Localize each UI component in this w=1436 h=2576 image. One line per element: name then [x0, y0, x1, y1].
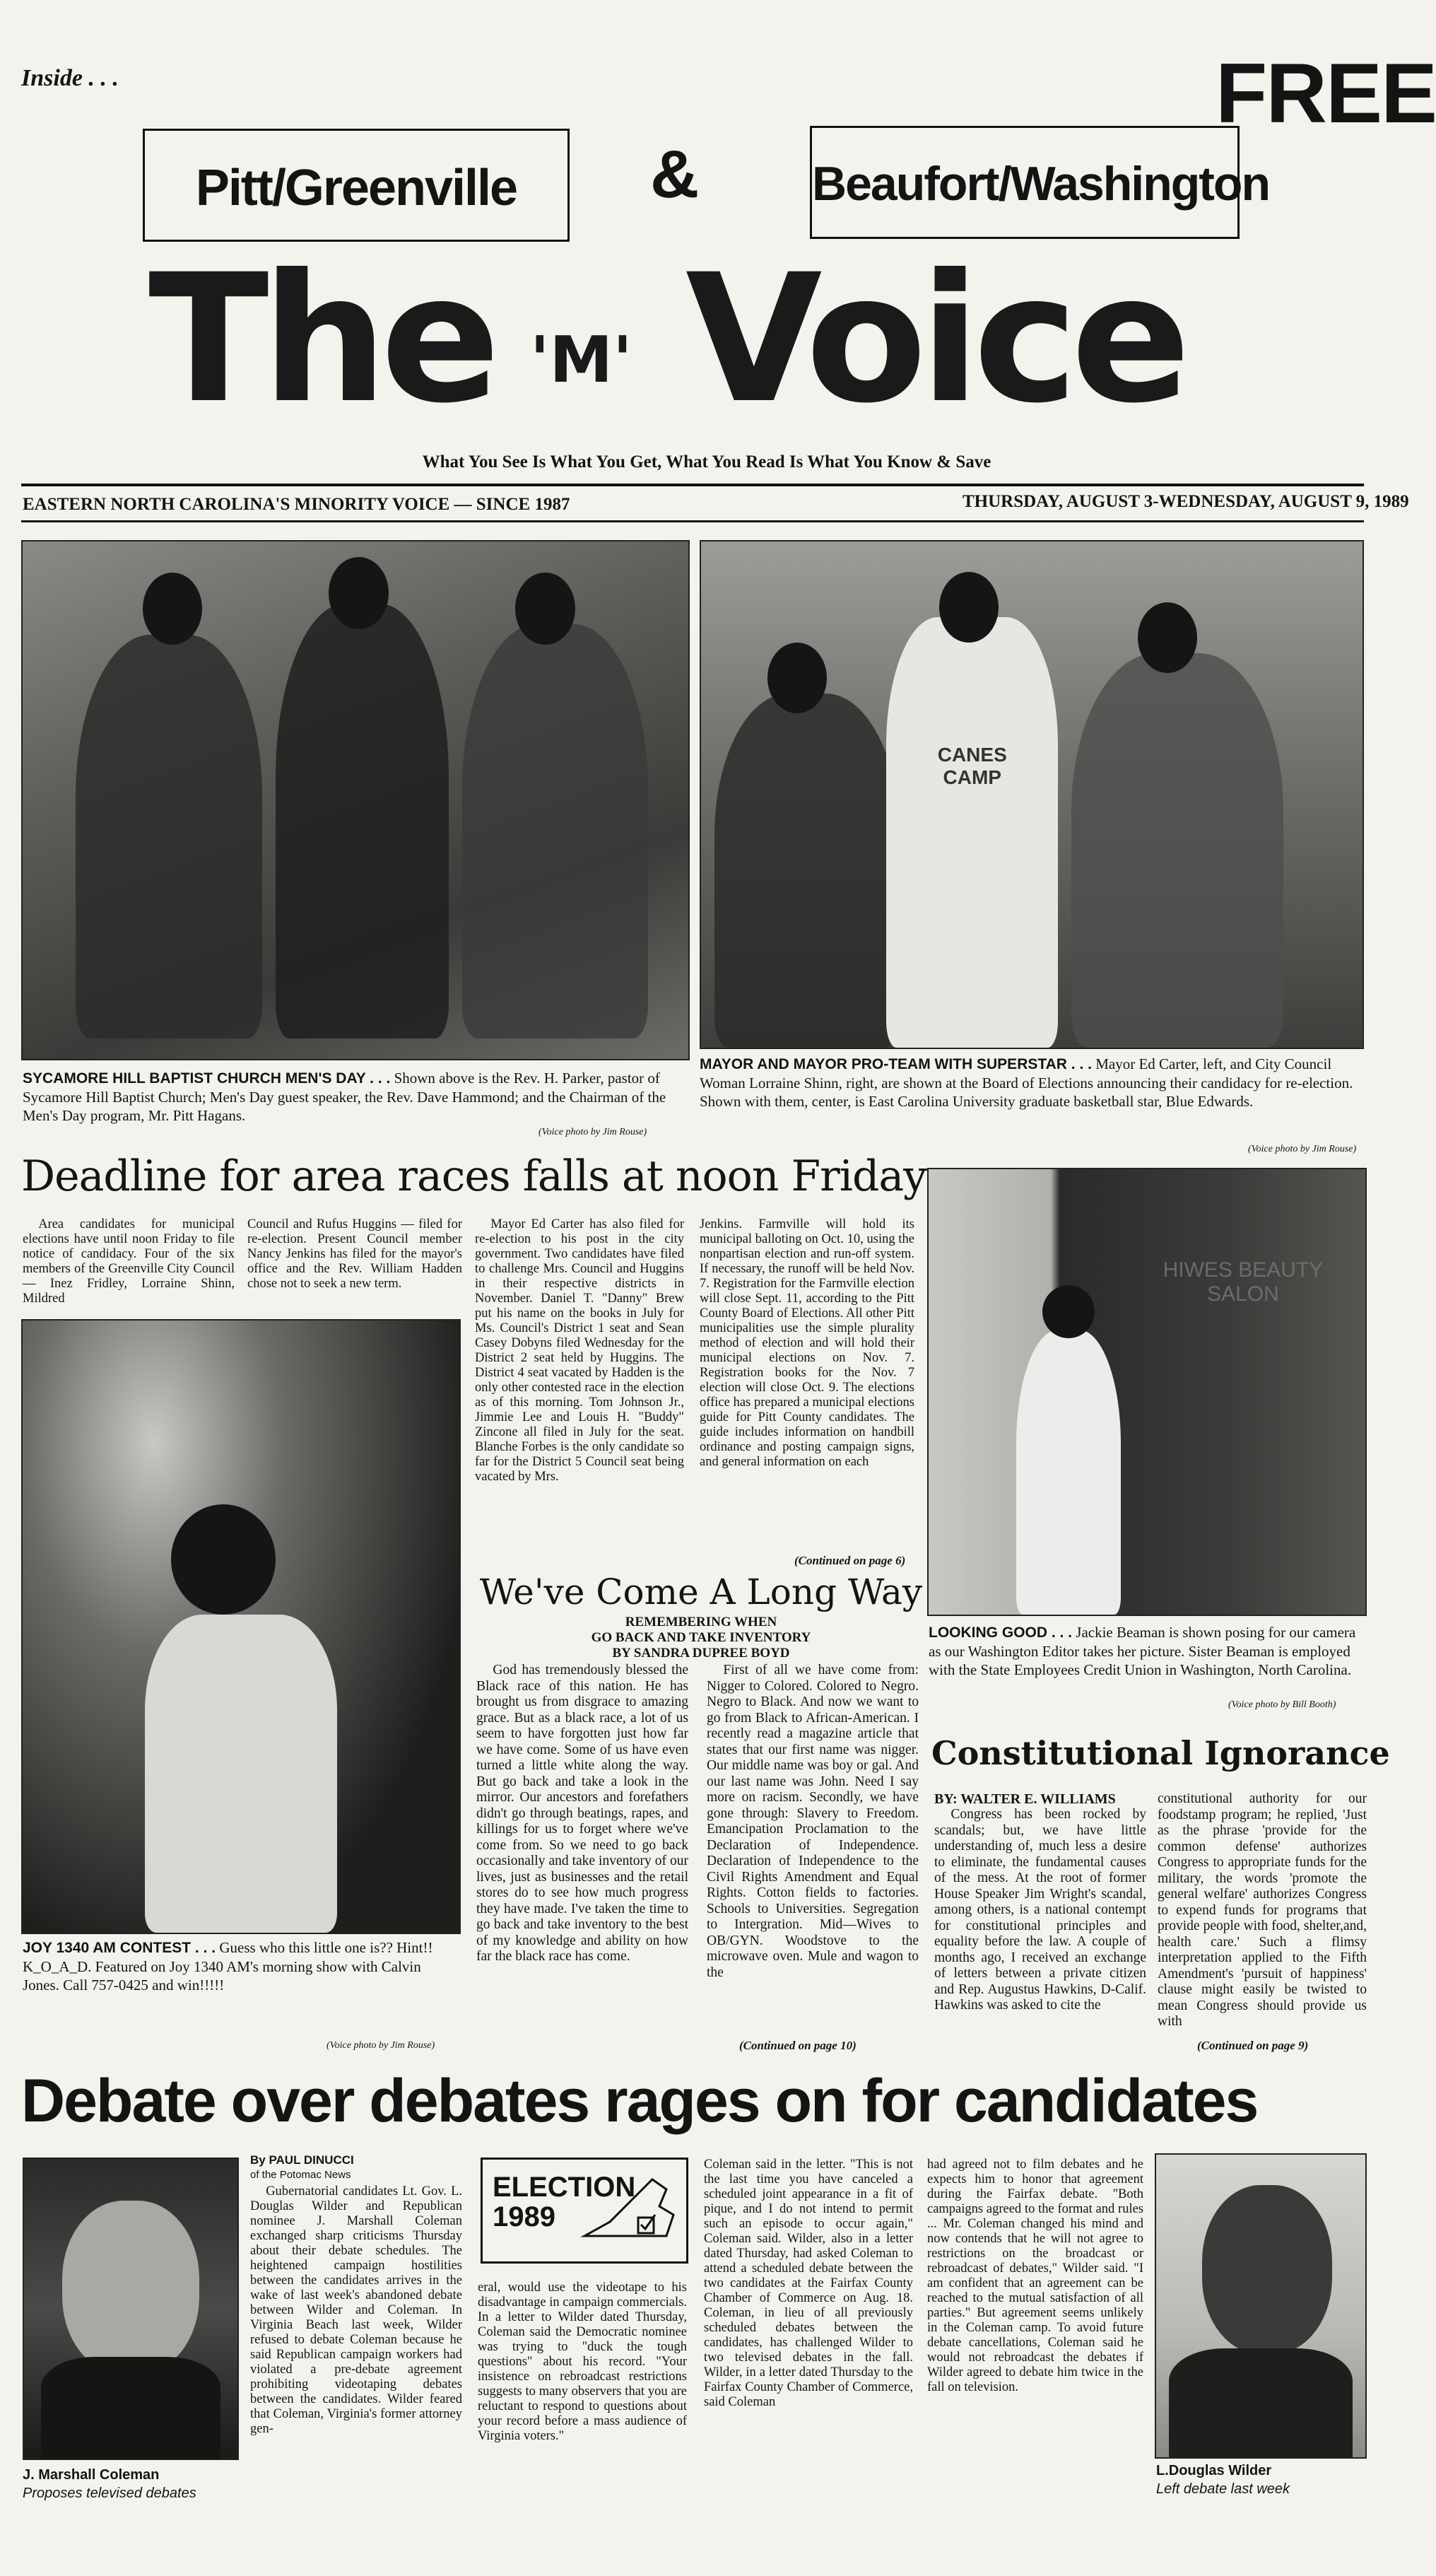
long-way-col-2: [707, 1663, 919, 2037]
shirt-text: CANES CAMP: [937, 744, 1007, 789]
coleman-caption: Proposes televised debates: [23, 2486, 196, 2501]
ampersand: &: [650, 136, 700, 212]
photo-coleman: [23, 2158, 239, 2460]
deadline-col-1: [23, 1217, 235, 1309]
deadline-col-1-text: Area candidates for municipal elections have until noon Friday to file notice of candidacy. Four of the six members of the Greenville City Council — Inez Fridley, Lorraine Shinn, Mildred: [23, 1217, 235, 1306]
caption-joy-text: Guess who this little one is?? Hint!! K_O_A_D. Featured on Joy 1340 AM's morning show with Calvin Jones. Call 757-0425 and win!!!!!: [23, 1939, 433, 1994]
caption-mayor-text: Mayor Ed Carter, left, and City Council Woman Lorraine Shinn, right, are shown at the Board of Elections announcing their candidacy for re-election. Shown with them, center, is East Carolina University graduate basketball star, Blue Edwards.: [700, 1055, 1353, 1110]
debate-col-4: [927, 2158, 1143, 2502]
masthead-title: [148, 236, 1279, 452]
credit-mens-day: (Voice photo by Jim Rouse): [538, 1127, 647, 1137]
debate-headline: Debate over debates rages on for candidates: [21, 2067, 1258, 2135]
ignorance-headline: Constitutional Ignorance: [931, 1734, 1390, 1772]
virginia-map-icon: [582, 2172, 681, 2250]
debate-source: of the Potomac News: [250, 2169, 351, 2181]
caption-mayor-lead: MAYOR AND MAYOR PRO-TEAM WITH SUPERSTAR . . .: [700, 1056, 1092, 1072]
photo-wilder: [1155, 2153, 1367, 2459]
caption-joy: [23, 1938, 461, 1994]
election-logo: [481, 2158, 688, 2264]
inside-label: Inside . . .: [21, 65, 119, 91]
long-way-byline: BY SANDRA DUPREE BOYD: [612, 1646, 790, 1661]
long-way-subhead-1: REMEMBERING WHEN: [625, 1615, 777, 1629]
photo-joy-contest: [21, 1319, 461, 1934]
ignorance-byline: BY: WALTER E. WILLIAMS: [934, 1791, 1116, 1807]
edition-box-right: [810, 126, 1269, 239]
caption-mens-day-lead: SYCAMORE HILL BAPTIST CHURCH MEN'S DAY . . .: [23, 1070, 391, 1087]
deadline-col-2: [247, 1217, 462, 1309]
deadline-col-2-text: Council and Rufus Huggins — filed for re-election. Present Council member Nancy Jenkins has filed for the mayor's office and the Rev. William Hadden chose not to seek a new term.: [247, 1217, 462, 1291]
long-way-continued: (Continued on page 10): [739, 2039, 857, 2052]
credit-mayor: (Voice photo by Jim Rouse): [1248, 1144, 1357, 1154]
deadline-headline: Deadline for area races falls at noon Friday: [21, 1152, 927, 1201]
deadline-col-4-text: Jenkins. Farmville will hold its municipal balloting on Oct. 10, using the nonpartisan election and run-off system. If necessary, the runoff will be held Nov. 7. Registration for the Farmville election will close Sept. 11, according to the Pitt County Board of Elections. All other Pitt municipalities use the simple plurality method of election and will hold their municipal elections on Nov. 7. Registration books for the Nov. 7 election will close Oct. 9. The elections office has prepared a municipal elections guide for Pitt County candidates. The guide includes information on handbill ordinance and posting campaign signs, and general information on each: [700, 1217, 914, 1469]
caption-looking-good-lead: LOOKING GOOD . . .: [929, 1624, 1073, 1641]
photo-mens-day: [21, 540, 690, 1060]
deadline-continued: (Continued on page 6): [794, 1554, 906, 1567]
photo-mayor-superstar: [700, 540, 1364, 1049]
debate-col-3-text: Coleman said in the letter. "This is not the last time you have canceled a scheduled joint appearance in a fit of pique, and I do not intend to permit such an episode to occur again," Coleman said. Wilder, also in a letter dated Thursday, had asked Coleman to attend a scheduled debate between the two candidates at the Fairfax County Chamber of Commerce on Aug. 18. Coleman, in lieu of all previously scheduled debates between the candidates, has challenged Wilder to two televised debates in the fall. Wilder, in a letter dated Thursday to the Fairfax County Chamber of Commerce, said Coleman: [704, 2158, 913, 2409]
caption-mens-day: [23, 1069, 690, 1125]
ignorance-continued: (Continued on page 9): [1197, 2039, 1309, 2052]
wilder-name: L.Douglas Wilder: [1156, 2463, 1272, 2478]
deadline-col-3: [475, 1217, 684, 1571]
coleman-name: J. Marshall Coleman: [23, 2467, 160, 2483]
long-way-subhead-2: GO BACK AND TAKE INVENTORY: [591, 1630, 811, 1645]
photo-looking-good: [927, 1168, 1367, 1616]
edition-box-left: [143, 129, 570, 242]
deadline-col-4: [700, 1217, 914, 1550]
masthead-rule-top: [21, 484, 1364, 486]
edition-label-left: Pitt/Greenville: [195, 160, 517, 216]
debate-col-4-text: had agreed not to film debates and he expects him to honor that agreement during the Fairfax debate. "Both campaigns agreed to the format and rules ... Mr. Coleman changed his mind and now contends that he will not agree to restrictions on the broadcast or rebroadcast of debates," Wilder said. "I am confident that an agreement can be reached to the mutual satisfaction of all parties." But agreement seems unlikely in the Coleman camp. To avoid future debate cancellations, Coleman said he would not rebroadcast the debates if Wilder agreed to debate him twice in the fall on television.: [927, 2158, 1143, 2394]
wilder-caption: Left debate last week: [1156, 2481, 1290, 2497]
title-m: 'M': [530, 323, 632, 397]
debate-col-3: [704, 2158, 913, 2490]
election-logo-text: ELECTION 1989: [493, 2172, 636, 2232]
strap-left: EASTERN NORTH CAROLINA'S MINORITY VOICE — SINCE 1987: [23, 495, 570, 514]
title-voice: Voice: [685, 236, 1184, 442]
salon-sign: HIWES BEAUTY SALON: [1163, 1258, 1324, 1306]
long-way-col-1-text: God has tremendously blessed the Black race of this nation. He has brought us from disgrace to amazing grace. But as a black race, a lot of us seem to have forgotten just how far we have come. Some of us have even turned a little white along the way. But go back and take a look in the mirror. Our ancestors and forefathers didn't go through beatings, rapes, and killings for us to forget where we've come from. So we need to go back occasionally and take inventory of our lives, just as businesses and the retail stores do to see how much progress they have made. I've taken the time to go back and take inventory to the best of my knowledge and ability on how far the black race has come.: [476, 1663, 688, 1964]
debate-col-1-text: Gubernatorial candidates Lt. Gov. L. Douglas Wilder and Republican nominee J. Marshall Coleman exchanged sharp criticisms Thursday about their debate schedules. The heightened campaign hostilities between the candidates arrives in the wake of last week's abandoned debate between Wilder and Coleman. In Virginia Beach last week, Wilder refused to debate Coleman because he said Republican campaign workers had violated a pre-debate agreement prohibiting videotaping debates between the candidates. Wilder feared that Coleman, Virginia's former attorney gen-: [250, 2184, 462, 2436]
tagline: What You See Is What You Get, What You Read Is What You Know & Save: [422, 452, 991, 472]
long-way-col-2-text: First of all we have come from: Nigger to Colored. Colored to Negro. Negro to Black. And now we want to go from Black to African-American. I recently read a magazine article that states that our first name was nigger. Our middle name was boy or gal. And our last name was John. Need I say more on racism. Secondly, we have gone through: Slavery to Freedom. Emancipation Proclamation to the Declaration of Independence. Declaration of Independence to the Civil Rights Amendment and Equal Rights. Cotton fields to factories. Schools to Universities. Segregation to Intergration. Mid—Wives to OB/GYN. Woodstove to the microwave oven. Mule and wagon to the: [707, 1663, 919, 1980]
credit-joy: (Voice photo by Jim Rouse): [326, 2040, 435, 2051]
caption-joy-lead: JOY 1340 AM CONTEST . . .: [23, 1940, 216, 1956]
long-way-headline: We've Come A Long Way: [479, 1571, 923, 1612]
debate-col-1: [250, 2184, 462, 2488]
issue-date: THURSDAY, AUGUST 3-WEDNESDAY, AUGUST 9, 1989: [963, 492, 1409, 511]
deadline-col-3-text: Mayor Ed Carter has also filed for re-election to his post in the city government. Two candidates have filed to challenge Mrs. Council and Huggins in their respective districts in November. Daniel T. "Danny" Brew put his name on the books in July for Ms. Council's District 1 seat and Sean Casey Dobyns filed Wednesday for the District 2 seat held by Huggins. The District 4 seat vacated by Hadden is the only other contested race in the election as of this morning. Tom Johnson Jr., Jimmie Lee and Louis H. "Buddy" Zincone all filed in July for the seat. Blanche Forbes is the only candidate so far for the District 5 Council seat being vacated by Mrs.: [475, 1217, 684, 1484]
edition-label-right: Beaufort/Washington: [812, 157, 1269, 211]
debate-byline: By PAUL DINUCCI: [250, 2153, 354, 2167]
ignorance-col-2: [1158, 1791, 1367, 2040]
caption-mens-day-text: Shown above is the Rev. H. Parker, pastor of Sycamore Hill Baptist Church; Men's Day guest speaker, the Rev. Dave Hammond; and the Chairman of the Men's Day program, Mr. Pitt Hagans.: [23, 1070, 666, 1124]
debate-col-2: [478, 2281, 687, 2493]
ignorance-col-1: [934, 1807, 1146, 2040]
free-label: FREE: [1216, 46, 1436, 141]
masthead-rule-bottom: [21, 520, 1364, 522]
caption-looking-good: [929, 1623, 1364, 1679]
caption-looking-good-text: Jackie Beaman is shown posing for our camera as our Washington Editor takes her picture. Sister Beaman is employed with the State Employees Credit Union in Washington, North Carolina.: [929, 1624, 1356, 1678]
caption-mayor: [700, 1055, 1364, 1111]
credit-looking-good: (Voice photo by Bill Booth): [1228, 1699, 1336, 1710]
ignorance-col-1-text: Congress has been rocked by scandals; but, we have little understanding of, much less a desire to eliminate, the fundamental causes of the mess. At the root of former House Speaker Jim Wright's scandal, among others, is a national contempt for constitutional principles and equality before the law. A couple of months ago, I received an exchange of letters between a private citizen and Rep. Augustus Hawkins, D-Calif. Hawkins was asked to cite the: [934, 1807, 1146, 2013]
debate-col-2-text: eral, would use the videotape to his disadvantage in campaign commercials. In a letter to Wilder dated Thursday, Coleman said the Democratic nominee was trying to "duck the tough questions" about his record. "Your insistence on rebroadcast restrictions suggests to many observers that you are reluctant to respond to questions about your record before a mass audience of Virginia voters.": [478, 2281, 687, 2443]
long-way-col-1: [476, 1663, 688, 2051]
ignorance-col-2-text: constitutional authority for our foodstamp program; he replied, 'Just as the phrase 'provide for the common defense' authorizes Congress to appropriate funds for the military, the words 'promote the general welfare' authorizes Congress to expend funds for programs that provide people with food, shelter,and, health care.' Such a flimsy interpretation applied to the Fifth Amendment's 'pursuit of happiness' clause might easily be twisted to mean Congress should provide us with: [1158, 1791, 1367, 2029]
title-the: The: [148, 236, 494, 442]
